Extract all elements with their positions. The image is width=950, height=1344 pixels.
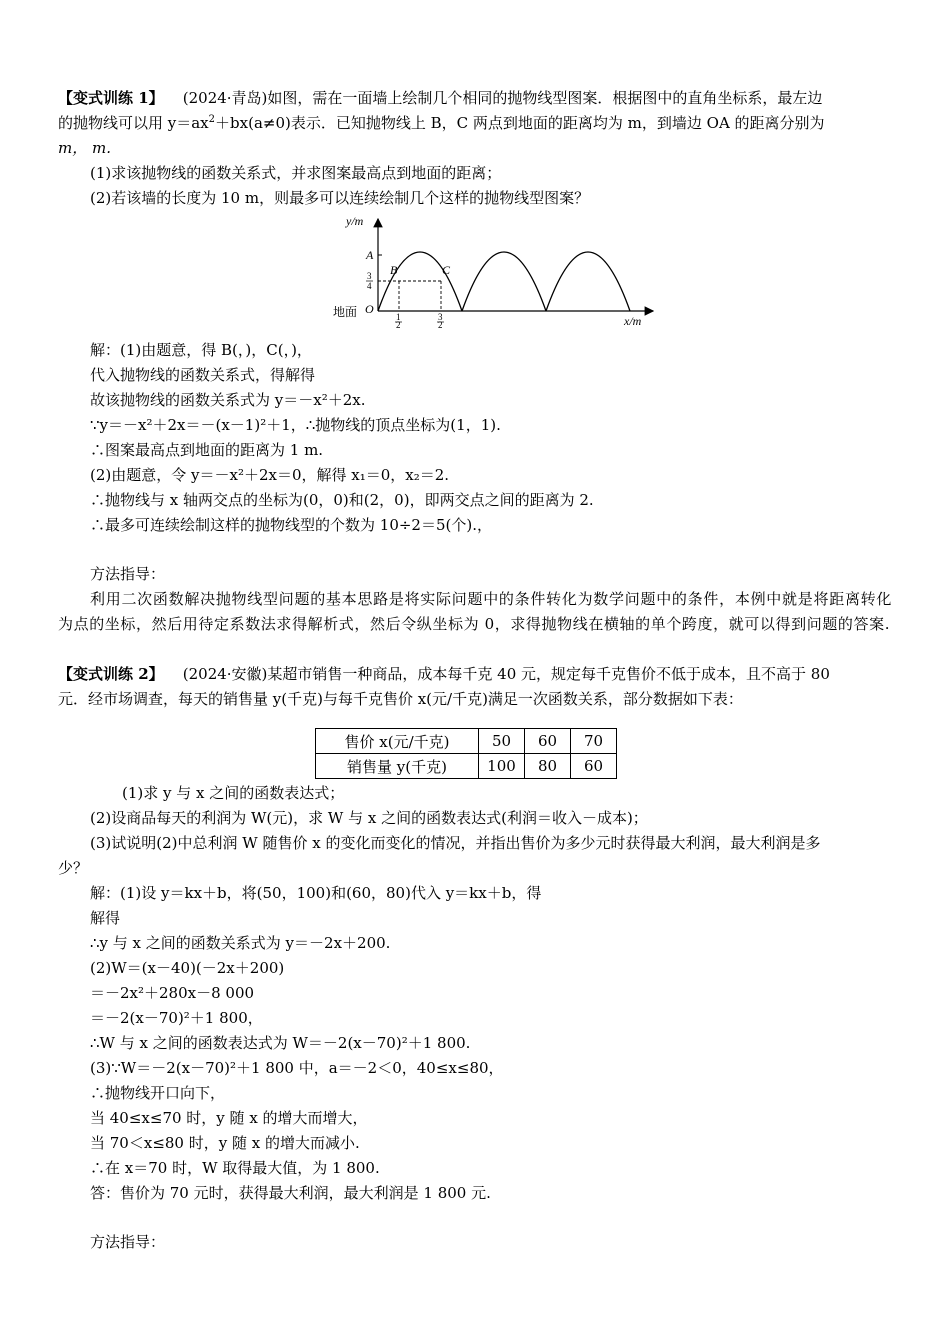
ex2-solution-line: (2)W＝(x－40)(－2x＋200) xyxy=(90,959,285,977)
ex1-intro-line2: 的抛物线可以用 $y=ax^2+bx(a\ne 0)$表示．已知抛物线上 B，C 两点到地面的距离均为 m，到墙边 OA 的距离分别为 xyxy=(58,114,825,132)
price-sales-table xyxy=(315,728,617,779)
ex2-intro-line1: 【变式训练 2】 (2024·安徽)某超市销售一种商品，成本每千克 40 元，规定每千克售价不低于成本，且不高于 80 xyxy=(58,665,830,683)
ex2-question-3-cont: 少？ xyxy=(58,859,89,877)
ex1-intro-line1: 【变式训练 1】 (2024·青岛)如图，需在一面墙上绘制几个相同的抛物线型图案．根据图中的直角坐标系，最左边 xyxy=(58,89,823,107)
ex2-intro-line2: 元．经市场调查，每天的销售量 y(千克)与每千克售价 x(元/千克)满足一次函数关系，部分数据如下表： xyxy=(58,690,743,708)
table-cell: 100 xyxy=(479,754,525,779)
frac-3-4-den: 4 xyxy=(367,281,372,291)
ex2-question-1: (1)求 y 与 x 之间的函数表达式； xyxy=(122,784,345,802)
point-c-label: C xyxy=(442,263,451,277)
parabola-diagram-svg xyxy=(328,213,658,328)
ex1-solution-line: ∴最多可连续绘制这样的抛物线型的个数为 10÷2＝5(个).， xyxy=(90,516,492,534)
point-a-label: A xyxy=(366,248,374,262)
ex1-intro-line3: m， m. xyxy=(58,139,111,157)
ex2-solution-line: 解得 xyxy=(90,909,121,927)
ex2-solution-line: ∴y 与 x 之间的函数关系式为 y＝－2x＋200. xyxy=(90,934,391,952)
ground-label: 地面 xyxy=(333,305,358,319)
price-sales-table-wrap xyxy=(58,728,892,779)
origin-label: O xyxy=(365,302,374,316)
x-axis-label: x/m xyxy=(624,314,642,328)
parabola-3 xyxy=(546,252,630,311)
frac-3-4-num: 3 xyxy=(367,271,372,281)
ex2-solution-line: (3)∵W＝－2(x－70)²＋1 800 中，a＝－2＜0，40≤x≤80， xyxy=(90,1059,504,1077)
frac-1-2-den: 2 xyxy=(396,320,401,328)
ex1-solution-line: (2)由题意，令 y＝－x²＋2x＝0，解得 x₁＝0，x₂＝2. xyxy=(90,466,450,484)
table-cell: 60 xyxy=(525,729,571,754)
ex1-question-2: (2)若该墙的长度为 10 m，则最多可以连续绘制几个这样的抛物线型图案？ xyxy=(90,189,590,207)
ex1-method-text: 利用二次函数解决抛物线型问题的基本思路是将实际问题中的条件转化为数学问题中的条件，本例中就是将距离转化为点的坐标，然后用待定系数法求得解析式，然后令纵坐标为 0，求得抛物线在横轴的单个跨度，就可以得到问题的答案. xyxy=(58,590,892,633)
ex2-solution-line: ∴抛物线开口向下， xyxy=(90,1084,226,1102)
frac-3-2-den: 2 xyxy=(438,320,443,328)
ex1-question-1: (1)求该抛物线的函数关系式，并求图案最高点到地面的距离； xyxy=(90,164,502,182)
parabola-1 xyxy=(378,252,462,311)
ex1-solution-line: ∵y＝－x²＋2x＝－(x－1)²＋1，∴抛物线的顶点坐标为(1，1). xyxy=(90,416,501,434)
ex2-title: 【变式训练 2】 xyxy=(58,665,164,683)
ex2-solution-line: 当 70＜x≤80 时，y 随 x 的增大而减小. xyxy=(90,1134,360,1152)
ex2-question-3: (3)试说明(2)中总利润 W 随售价 x 的变化而变化的情况，并指出售价为多少元时获得最大利润，最大利润是多 xyxy=(90,834,821,852)
ex1-solution-line: 故该抛物线的函数关系式为 y＝－x²＋2x. xyxy=(90,391,366,409)
table-row xyxy=(316,754,617,779)
point-b-label: B xyxy=(390,263,398,277)
ex1-method-title: 方法指导： xyxy=(90,565,166,583)
parabola-figure xyxy=(328,213,658,328)
frac-3-2-num: 3 xyxy=(438,312,443,322)
worksheet-page xyxy=(58,86,892,1255)
ex1-title: 【变式训练 1】 xyxy=(58,89,164,107)
table-cell: 50 xyxy=(479,729,525,754)
ex2-solution-line: ＝－2(x－70)²＋1 800， xyxy=(90,1009,263,1027)
ex2-solution-line: ＝－2x²＋280x－8 000 xyxy=(90,984,255,1002)
row-header: 销售量 y(千克) xyxy=(316,754,479,779)
table-cell: 80 xyxy=(525,754,571,779)
ex2-solution-line: 答：售价为 70 元时，获得最大利润，最大利润是 1 800 元. xyxy=(90,1184,491,1202)
ex1-solution-line: ∴图案最高点到地面的距离为 1 m. xyxy=(90,441,324,459)
ex2-solution-line: 解：(1)设 y＝kx＋b，将(50，100)和(60，80)代入 y＝kx＋b，得 xyxy=(90,884,542,902)
row-header: 售价 x(元/千克) xyxy=(316,729,479,754)
ex1-solution-line: ∴抛物线与 x 轴两交点的坐标为(0，0)和(2，0)，即两交点之间的距离为 2. xyxy=(90,491,594,509)
ex2-solution-line: ∴在 x＝70 时，W 取得最大值，为 1 800. xyxy=(90,1159,380,1177)
table-cell: 60 xyxy=(571,754,617,779)
ex2-method-title: 方法指导： xyxy=(90,1233,166,1251)
ex2-solution-line: ∴W 与 x 之间的函数表达式为 W＝－2(x－70)²＋1 800. xyxy=(90,1034,471,1052)
table-row xyxy=(316,729,617,754)
ex1-solution-line: 代入抛物线的函数关系式，得解得 xyxy=(90,366,316,384)
ex1-solution-line: 解：(1)由题意，得 B(，)，C(，)， xyxy=(90,341,312,359)
frac-1-2-num: 1 xyxy=(396,312,401,322)
ex2-solution-line: 当 40≤x≤70 时，y 随 x 的增大而增大， xyxy=(90,1109,368,1127)
y-axis-label: y/m xyxy=(346,214,364,228)
table-cell: 70 xyxy=(571,729,617,754)
ex2-question-2: (2)设商品每天的利润为 W(元)，求 W 与 x 之间的函数表达式(利润＝收入－成本)； xyxy=(90,809,648,827)
parabola-2 xyxy=(462,252,546,311)
